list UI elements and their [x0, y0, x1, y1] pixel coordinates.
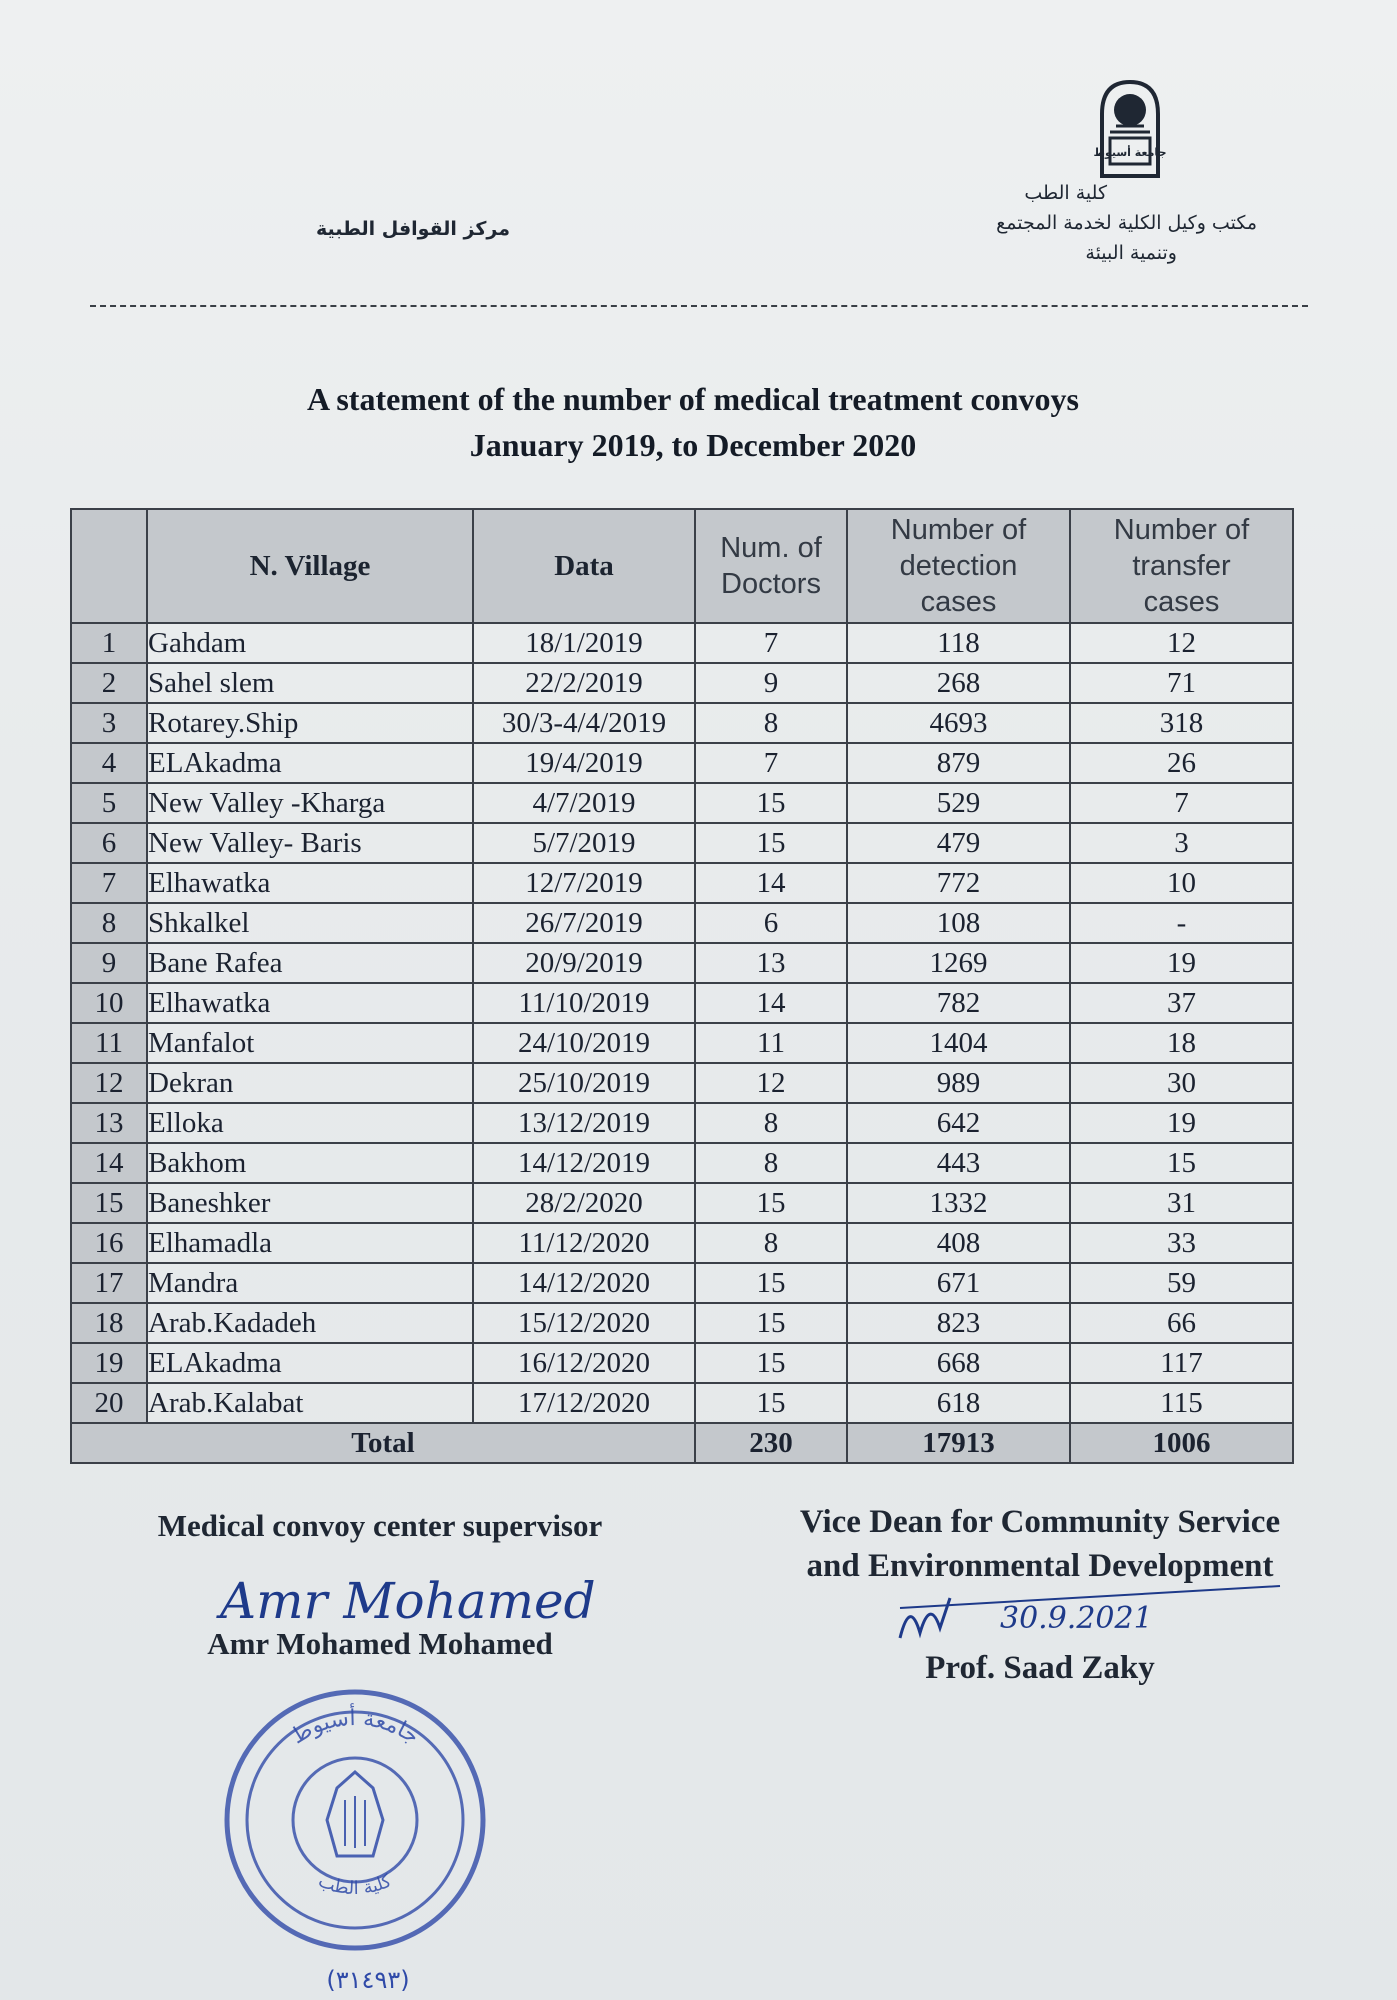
- date-cell: 17/12/2020: [473, 1383, 695, 1423]
- university-logo-icon: [1093, 76, 1167, 180]
- transfer-cell: 26: [1070, 743, 1293, 783]
- svg-text:30.9.2021: 30.9.2021: [1000, 1601, 1153, 1636]
- date-cell: 30/3-4/4/2019: [473, 703, 695, 743]
- header-detection: Number of detection cases: [847, 509, 1070, 623]
- detection-cell: 668: [847, 1343, 1070, 1383]
- detection-cell: 529: [847, 783, 1070, 823]
- date-cell: 14/12/2020: [473, 1263, 695, 1303]
- row-number: 19: [71, 1343, 147, 1383]
- date-cell: 14/12/2019: [473, 1143, 695, 1183]
- table-row: [71, 823, 1293, 863]
- total-label: Total: [71, 1423, 695, 1463]
- row-number: 8: [71, 903, 147, 943]
- date-cell: 12/7/2019: [473, 863, 695, 903]
- document-title: [100, 376, 1286, 468]
- detection-cell: 772: [847, 863, 1070, 903]
- doctors-cell: 14: [695, 983, 847, 1023]
- table-row: [71, 983, 1293, 1023]
- village-cell: Elhawatka: [147, 863, 473, 903]
- village-cell: Mandra: [147, 1263, 473, 1303]
- doctors-cell: 15: [695, 783, 847, 823]
- detection-cell: 1269: [847, 943, 1070, 983]
- transfer-cell: 31: [1070, 1183, 1293, 1223]
- village-cell: Bane Rafea: [147, 943, 473, 983]
- detection-cell: 118: [847, 623, 1070, 663]
- transfer-cell: 7: [1070, 783, 1293, 823]
- date-cell: 4/7/2019: [473, 783, 695, 823]
- faculty-name: كلية الطب: [1024, 182, 1107, 204]
- village-cell: ELAkadma: [147, 1343, 473, 1383]
- total-doctors: 230: [695, 1423, 847, 1463]
- transfer-cell: 19: [1070, 1103, 1293, 1143]
- transfer-cell: 318: [1070, 703, 1293, 743]
- date-cell: 22/2/2019: [473, 663, 695, 703]
- doctors-cell: 15: [695, 1263, 847, 1303]
- transfer-cell: 117: [1070, 1343, 1293, 1383]
- date-cell: 24/10/2019: [473, 1023, 695, 1063]
- doctors-cell: 8: [695, 1223, 847, 1263]
- table-row: [71, 1303, 1293, 1343]
- table-row: [71, 1063, 1293, 1103]
- total-row: [71, 1423, 1293, 1463]
- detection-cell: 618: [847, 1383, 1070, 1423]
- transfer-cell: 33: [1070, 1223, 1293, 1263]
- row-number: 20: [71, 1383, 147, 1423]
- date-cell: 25/10/2019: [473, 1063, 695, 1103]
- village-cell: Rotarey.Ship: [147, 703, 473, 743]
- table-row: [71, 1263, 1293, 1303]
- vice-dean-handwritten-signature: [890, 1578, 1310, 1658]
- row-number: 14: [71, 1143, 147, 1183]
- convoy-center-header: مركز القوافل الطبية: [315, 218, 510, 240]
- row-number: 5: [71, 783, 147, 823]
- table-row: [71, 703, 1293, 743]
- vice-dean-role-line-2: and Environmental Development: [806, 1548, 1274, 1584]
- date-cell: 26/7/2019: [473, 903, 695, 943]
- total-transfer: 1006: [1070, 1423, 1293, 1463]
- row-number: 4: [71, 743, 147, 783]
- date-cell: 28/2/2020: [473, 1183, 695, 1223]
- transfer-cell: 115: [1070, 1383, 1293, 1423]
- transfer-cell: -: [1070, 903, 1293, 943]
- table-row: [71, 1023, 1293, 1063]
- table-row: [71, 1103, 1293, 1143]
- village-cell: Dekran: [147, 1063, 473, 1103]
- convoys-table: [70, 508, 1294, 1464]
- table-row: [71, 903, 1293, 943]
- title-line-1: A statement of the number of medical treatment convoys: [306, 381, 1079, 417]
- detection-cell: 989: [847, 1063, 1070, 1103]
- table-row: [71, 1383, 1293, 1423]
- doctors-cell: 12: [695, 1063, 847, 1103]
- header-data: Data: [473, 509, 695, 623]
- row-number: 10: [71, 983, 147, 1023]
- row-number: 9: [71, 943, 147, 983]
- stamp-number: [298, 1960, 438, 1996]
- header-transfer: Number of transfer cases: [1070, 509, 1293, 623]
- detection-cell: 642: [847, 1103, 1070, 1143]
- doctors-cell: 14: [695, 863, 847, 903]
- transfer-cell: 12: [1070, 623, 1293, 663]
- detection-cell: 1404: [847, 1023, 1070, 1063]
- faculty-header: [897, 178, 1257, 268]
- svg-text:Amr Mohamed: Amr Mohamed: [220, 1572, 596, 1630]
- date-cell: 13/12/2019: [473, 1103, 695, 1143]
- doctors-cell: 9: [695, 663, 847, 703]
- official-stamp-icon: [215, 1680, 495, 1960]
- village-cell: Elhamadla: [147, 1223, 473, 1263]
- vice-dean-role-line-1: Vice Dean for Community Service: [799, 1504, 1281, 1540]
- transfer-cell: 71: [1070, 663, 1293, 703]
- detection-cell: 823: [847, 1303, 1070, 1343]
- date-cell: 11/12/2020: [473, 1223, 695, 1263]
- header-doctors: Num. of Doctors: [695, 509, 847, 623]
- detection-cell: 479: [847, 823, 1070, 863]
- detection-cell: 108: [847, 903, 1070, 943]
- village-cell: ELAkadma: [147, 743, 473, 783]
- row-number: 13: [71, 1103, 147, 1143]
- row-number: 6: [71, 823, 147, 863]
- village-cell: New Valley- Baris: [147, 823, 473, 863]
- table-row: [71, 943, 1293, 983]
- doctors-cell: 15: [695, 1183, 847, 1223]
- doctors-cell: 6: [695, 903, 847, 943]
- table-row: [71, 623, 1293, 663]
- transfer-cell: 19: [1070, 943, 1293, 983]
- transfer-cell: 59: [1070, 1263, 1293, 1303]
- row-number: 18: [71, 1303, 147, 1343]
- transfer-cell: 18: [1070, 1023, 1293, 1063]
- doctors-cell: 15: [695, 1383, 847, 1423]
- office-name: مكتب وكيل الكلية لخدمة المجتمع: [996, 212, 1257, 234]
- date-cell: 18/1/2019: [473, 623, 695, 663]
- row-number: 17: [71, 1263, 147, 1303]
- transfer-cell: 66: [1070, 1303, 1293, 1343]
- table-row: [71, 1343, 1293, 1383]
- village-cell: Bakhom: [147, 1143, 473, 1183]
- table-row: [71, 1143, 1293, 1183]
- svg-text:جامعة أسيوط: جامعة أسيوط: [286, 1705, 424, 1750]
- village-cell: Elloka: [147, 1103, 473, 1143]
- village-cell: Sahel slem: [147, 663, 473, 703]
- doctors-cell: 8: [695, 1103, 847, 1143]
- row-number: 11: [71, 1023, 147, 1063]
- svg-text:(٣١٤٩٣): (٣١٤٩٣): [326, 1966, 410, 1994]
- date-cell: 11/10/2019: [473, 983, 695, 1023]
- svg-text:كلية الطب: كلية الطب: [315, 1870, 395, 1900]
- detection-cell: 782: [847, 983, 1070, 1023]
- table-row: [71, 743, 1293, 783]
- transfer-cell: 10: [1070, 863, 1293, 903]
- table-row: [71, 1183, 1293, 1223]
- detection-cell: 1332: [847, 1183, 1070, 1223]
- date-cell: 5/7/2019: [473, 823, 695, 863]
- transfer-cell: 15: [1070, 1143, 1293, 1183]
- doctors-cell: 15: [695, 823, 847, 863]
- row-number: 12: [71, 1063, 147, 1103]
- detection-cell: 443: [847, 1143, 1070, 1183]
- village-cell: Manfalot: [147, 1023, 473, 1063]
- doctors-cell: 15: [695, 1343, 847, 1383]
- village-cell: Arab.Kadadeh: [147, 1303, 473, 1343]
- village-cell: Baneshker: [147, 1183, 473, 1223]
- office-name-cont: وتنمية البيئة: [1085, 242, 1177, 264]
- village-cell: Gahdam: [147, 623, 473, 663]
- doctors-cell: 11: [695, 1023, 847, 1063]
- doctors-cell: 7: [695, 743, 847, 783]
- supervisor-name: Amr Mohamed Mohamed: [207, 1626, 553, 1661]
- doctors-cell: 15: [695, 1303, 847, 1343]
- village-cell: New Valley -Kharga: [147, 783, 473, 823]
- header-no: [71, 509, 147, 623]
- village-cell: Elhawatka: [147, 983, 473, 1023]
- detection-cell: 879: [847, 743, 1070, 783]
- date-cell: 19/4/2019: [473, 743, 695, 783]
- dashed-divider: [90, 305, 1308, 307]
- supervisor-handwritten-signature: [210, 1560, 596, 1640]
- table-row: [71, 783, 1293, 823]
- detection-cell: 408: [847, 1223, 1070, 1263]
- date-cell: 15/12/2020: [473, 1303, 695, 1343]
- row-number: 1: [71, 623, 147, 663]
- table-header-row: [71, 509, 1293, 623]
- transfer-cell: 30: [1070, 1063, 1293, 1103]
- total-detection: 17913: [847, 1423, 1070, 1463]
- row-number: 15: [71, 1183, 147, 1223]
- row-number: 3: [71, 703, 147, 743]
- table-row: [71, 863, 1293, 903]
- table-row: [71, 663, 1293, 703]
- row-number: 16: [71, 1223, 147, 1263]
- supervisor-role: Medical convoy center supervisor: [157, 1508, 603, 1543]
- detection-cell: 4693: [847, 703, 1070, 743]
- detection-cell: 268: [847, 663, 1070, 703]
- table-row: [71, 1223, 1293, 1263]
- transfer-cell: 3: [1070, 823, 1293, 863]
- doctors-cell: 8: [695, 703, 847, 743]
- date-cell: 20/9/2019: [473, 943, 695, 983]
- row-number: 7: [71, 863, 147, 903]
- doctors-cell: 13: [695, 943, 847, 983]
- detection-cell: 671: [847, 1263, 1070, 1303]
- transfer-cell: 37: [1070, 983, 1293, 1023]
- vice-dean-name: Prof. Saad Zaky: [925, 1650, 1155, 1686]
- doctors-cell: 8: [695, 1143, 847, 1183]
- date-cell: 16/12/2020: [473, 1343, 695, 1383]
- village-cell: Arab.Kalabat: [147, 1383, 473, 1423]
- village-cell: Shkalkel: [147, 903, 473, 943]
- title-line-2: January 2019, to December 2020: [469, 427, 917, 463]
- doctors-cell: 7: [695, 623, 847, 663]
- header-village: N. Village: [147, 509, 473, 623]
- row-number: 2: [71, 663, 147, 703]
- svg-text:جامعة أسيوط: جامعة أسيوط: [1093, 146, 1167, 159]
